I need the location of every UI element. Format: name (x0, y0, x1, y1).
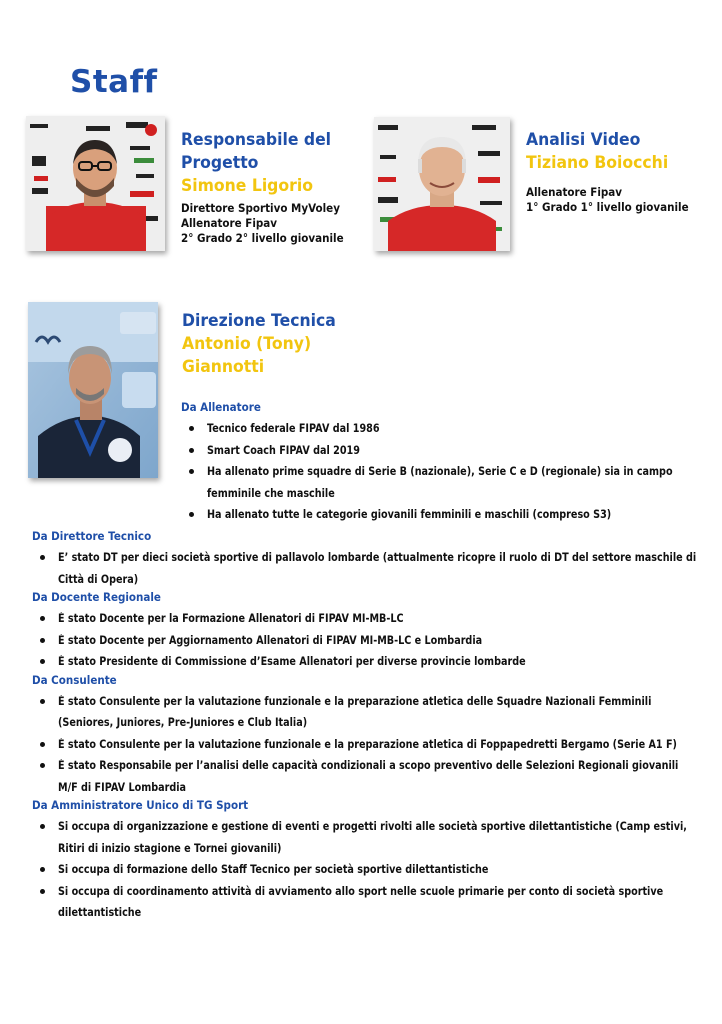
staff-role: Responsabile del (181, 130, 332, 150)
section-da-direttore-tecnico (32, 529, 698, 590)
staff-name: Giannotti (182, 357, 265, 377)
list-item: È stato Consulente per la valutazione funzionale e la preparazione atletica di Foppapedretti Bergamo (Serie A1 F) (32, 734, 698, 756)
staff-description: 1° Grado 1° livello giovanile (526, 200, 689, 214)
page-title: Staff (70, 64, 158, 100)
section-da-amministratore-unico (32, 798, 698, 924)
section-label: Da Direttore Tecnico (32, 529, 152, 543)
list-item: È stato Consulente per la valutazione funzionale e la preparazione atletica delle Squadre Nazionali Femminili (Seniores, Juniores, Pre-Juniores e Club Italia) (32, 691, 698, 734)
staff-name: Simone Ligorio (181, 176, 313, 196)
staff-info-simone-ligorio (181, 129, 371, 246)
staff-photo-antonio-giannotti (28, 302, 158, 478)
section-label: Da Consulente (32, 672, 117, 687)
staff-photo-tiziano-boiocchi (374, 117, 510, 251)
list-item: Ha allenato tutte le categorie giovanili femminili e maschili (compreso S3) (181, 504, 691, 526)
bullet-list (181, 418, 691, 526)
list-item: Si occupa di formazione dello Staff Tecnico per società sportive dilettantistiche (32, 859, 698, 881)
list-item: È stato Presidente di Commissione d’Esame Allenatori per diverse provincie lombarde (32, 651, 698, 673)
staff-role: Direzione Tecnica (182, 311, 336, 331)
list-item: Si occupa di organizzazione e gestione di eventi e progetti rivolti alle società sportive dilettantistiche (Camp estivi, Ritiri di inizio stagione e Tornei giovanili) (32, 816, 698, 859)
section-da-consulente (32, 673, 698, 799)
staff-role: Progetto (181, 153, 259, 173)
list-item: È stato Docente per Aggiornamento Allenatori di FIPAV MI-MB-LC e Lombardia (32, 630, 698, 652)
section-da-docente-regionale (32, 590, 698, 673)
list-item: Tecnico federale FIPAV dal 1986 (181, 418, 691, 440)
staff-name: Tiziano Boiocchi (526, 153, 669, 173)
list-item: Si occupa di coordinamento attività di avviamento allo sport nelle scuole primarie per conto di società sportive dilettantistiche (32, 881, 698, 924)
staff-name: Antonio (Tony) (182, 334, 312, 354)
staff-photo-simone-ligorio (26, 116, 165, 251)
bullet-list (32, 816, 698, 924)
staff-info-tiziano-boiocchi (526, 129, 716, 215)
list-item: Smart Coach FIPAV dal 2019 (181, 440, 691, 462)
list-item: È stato Docente per la Formazione Allenatori di FIPAV MI-MB-LC (32, 608, 698, 630)
section-label: Da Allenatore (181, 400, 261, 414)
sections-full-width (32, 529, 698, 924)
section-label: Da Docente Regionale (32, 590, 161, 604)
staff-description: Allenatore Fipav (526, 185, 623, 199)
bullet-list (32, 691, 698, 799)
staff-role: Analisi Video (526, 130, 641, 150)
list-item: È stato Responsabile per l’analisi delle capacità condizionali a scopo preventivo delle Selezioni Regionali giovanili M/F di FIPAV Lombardia (32, 755, 698, 798)
bullet-list (32, 547, 698, 590)
list-item: Ha allenato prime squadre di Serie B (nazionale), Serie C e D (regionale) sia in campo femminile che maschile (181, 461, 691, 504)
staff-description: Allenatore Fipav (181, 216, 278, 230)
staff-description: 2° Grado 2° livello giovanile (181, 231, 344, 245)
staff-description: Direttore Sportivo MyVoley (181, 201, 340, 215)
bullet-list (32, 608, 698, 673)
list-item: E’ stato DT per dieci società sportive di pallavolo lombarde (attualmente ricopre il ruolo di DT del settore maschile di Città di Opera) (32, 547, 698, 590)
staff-info-antonio-giannotti (182, 310, 382, 379)
section-label: Da Amministratore Unico di TG Sport (32, 798, 249, 812)
section-da-allenatore (181, 400, 691, 526)
